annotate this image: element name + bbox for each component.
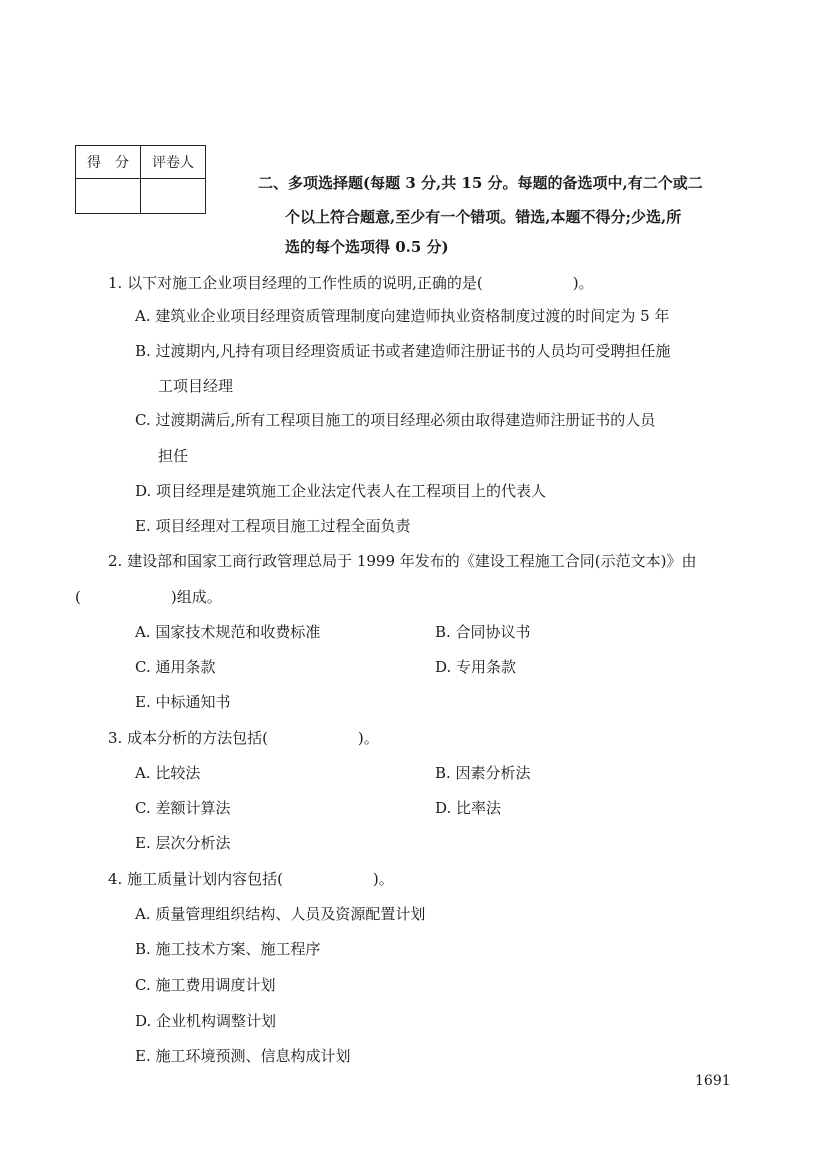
q4-option-b: B. 施工技术方案、施工程序 xyxy=(135,940,321,958)
q4-option-e: E. 施工环境预测、信息构成计划 xyxy=(135,1047,351,1065)
score-cell[interactable] xyxy=(76,179,141,214)
page-number: 1691 xyxy=(695,1073,731,1089)
q2-option-c: C. 通用条款 xyxy=(135,658,216,676)
q2-option-d: D. 专用条款 xyxy=(435,658,517,676)
q1-option-a: A. 建筑业企业项目经理资质管理制度向建造师执业资格制度过渡的时间定为 5 年 xyxy=(135,307,670,325)
q1-stem: 1. 以下对施工企业项目经理的工作性质的说明,正确的是( )。 xyxy=(108,274,594,292)
q4-option-c: C. 施工费用调度计划 xyxy=(135,976,276,994)
q1-option-b-line1: B. 过渡期内,凡持有项目经理资质证书或者建造师注册证书的人员均可受聘担任施 xyxy=(135,342,671,360)
q3-option-c: C. 差额计算法 xyxy=(135,799,231,817)
q2-option-e: E. 中标通知书 xyxy=(135,693,231,711)
section-heading-line1: 二、多项选择题(每题 3 分,共 15 分。每题的备选项中,有二个或二 xyxy=(258,174,703,192)
q2-option-b: B. 合同协议书 xyxy=(435,623,531,641)
section-heading-line2: 个以上符合题意,至少有一个错项。错选,本题不得分;少选,所 xyxy=(285,208,682,226)
q3-stem: 3. 成本分析的方法包括( )。 xyxy=(108,729,379,747)
q3-option-e: E. 层次分析法 xyxy=(135,834,231,852)
q1-option-e: E. 项目经理对工程项目施工过程全面负责 xyxy=(135,517,411,535)
q4-option-d: D. 企业机构调整计划 xyxy=(135,1012,277,1030)
q1-option-b-line2: 工项目经理 xyxy=(158,377,234,395)
q1-option-c-line2: 担任 xyxy=(158,447,189,465)
score-table xyxy=(75,145,206,214)
score-header: 得 分 xyxy=(76,146,141,179)
q3-option-b: B. 因素分析法 xyxy=(435,764,531,782)
q2-stem-line1: 2. 建设部和国家工商行政管理总局于 1999 年发布的《建设工程施工合同(示范文本)》由 xyxy=(108,552,697,570)
q2-stem-line2: ( )组成。 xyxy=(75,588,222,606)
grader-cell[interactable] xyxy=(141,179,206,214)
q1-option-c-line1: C. 过渡期满后,所有工程项目施工的项目经理必须由取得建造师注册证书的人员 xyxy=(135,411,656,429)
grader-header: 评卷人 xyxy=(141,146,206,179)
q1-option-d: D. 项目经理是建筑施工企业法定代表人在工程项目上的代表人 xyxy=(135,482,547,500)
q3-option-d: D. 比率法 xyxy=(435,799,502,817)
q2-option-a: A. 国家技术规范和收费标准 xyxy=(135,623,321,641)
q3-option-a: A. 比较法 xyxy=(135,764,201,782)
q4-stem: 4. 施工质量计划内容包括( )。 xyxy=(108,870,394,888)
q4-option-a: A. 质量管理组织结构、人员及资源配置计划 xyxy=(135,905,426,923)
section-heading-line3: 选的每个选项得 0.5 分) xyxy=(285,238,449,256)
